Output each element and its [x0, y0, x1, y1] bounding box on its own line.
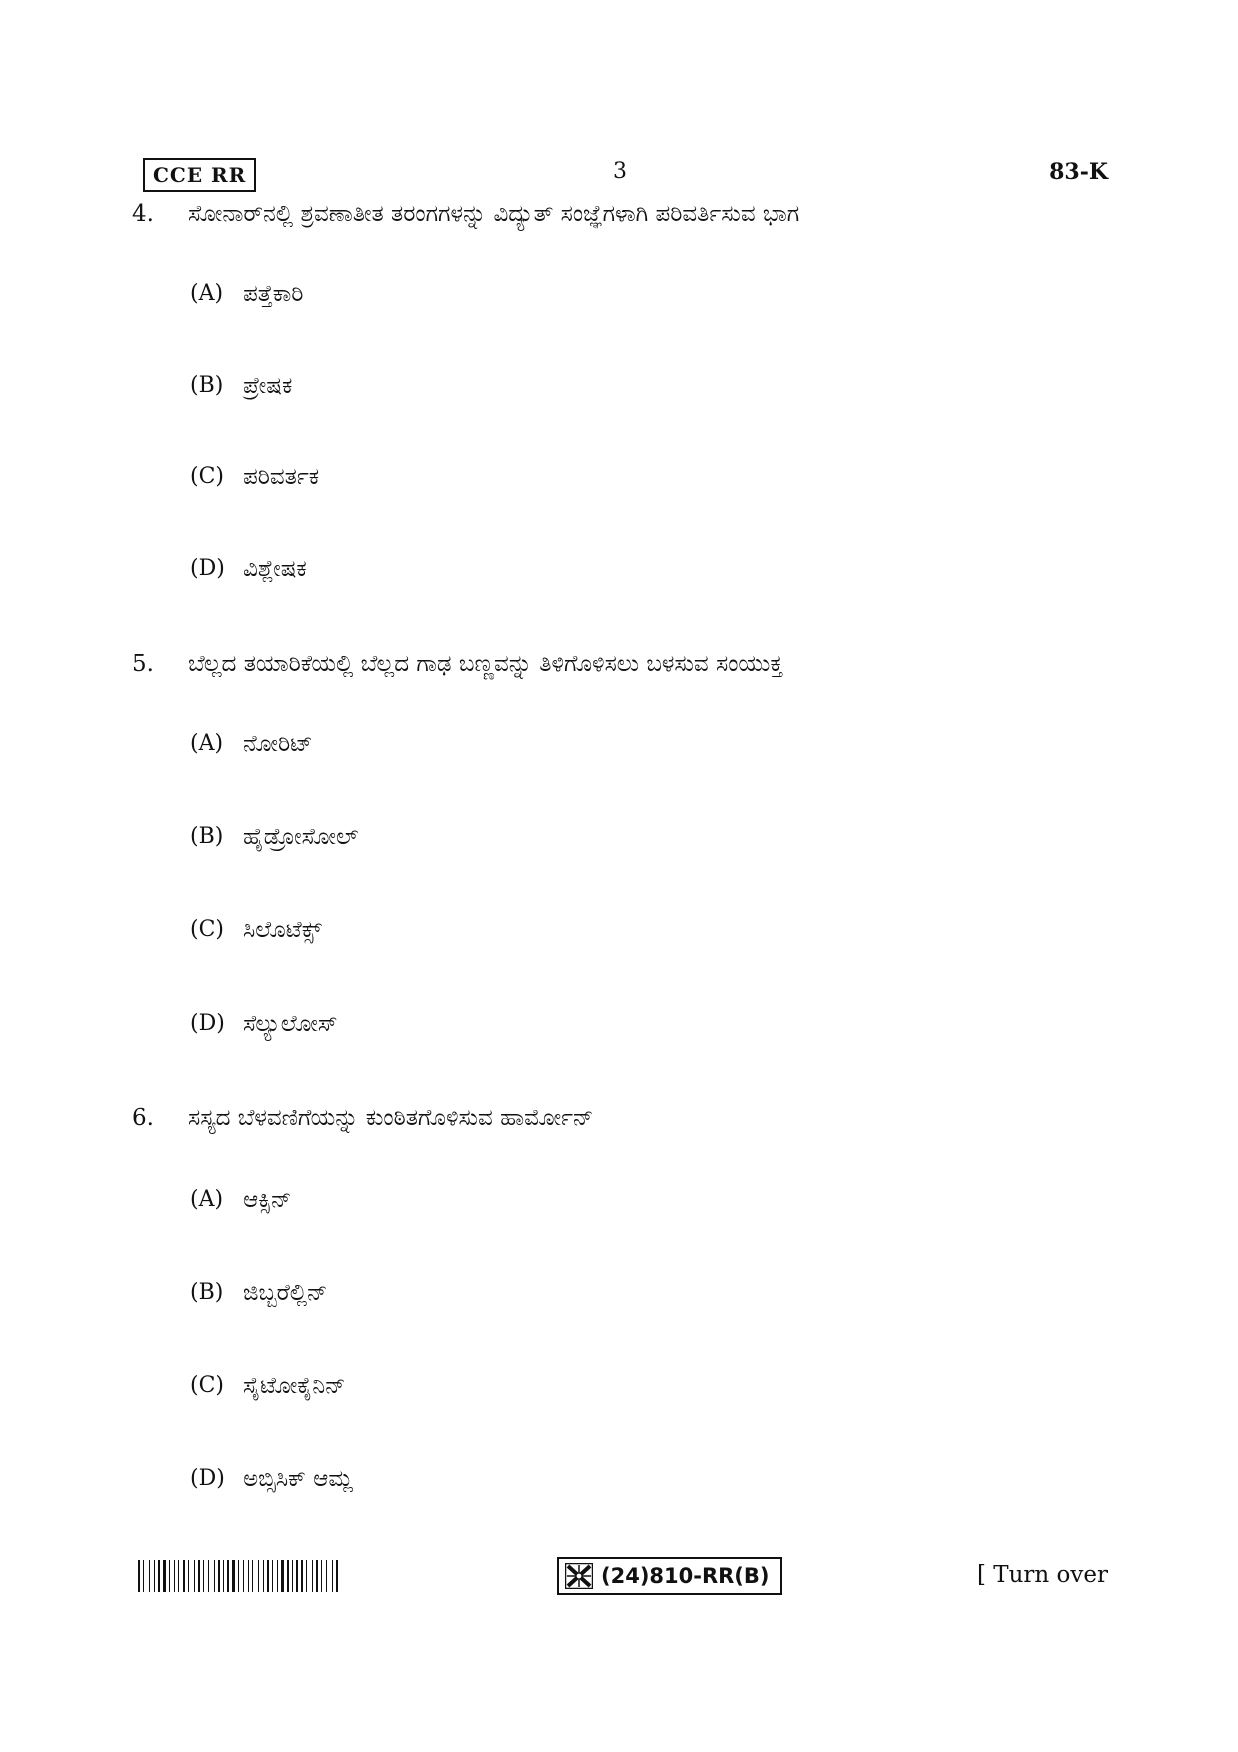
- barcode-stripe: [221, 1560, 222, 1592]
- barcode-stripe: [188, 1560, 189, 1592]
- barcode-stripe: [252, 1560, 253, 1592]
- barcode-stripe: [186, 1560, 187, 1592]
- barcode-stripe: [240, 1560, 242, 1592]
- barcode-stripe: [290, 1560, 291, 1592]
- barcode-stripe: [301, 1560, 303, 1592]
- barcode-stripe: [336, 1560, 338, 1592]
- barcode-stripe: [198, 1560, 200, 1592]
- barcode-stripe: [277, 1560, 278, 1592]
- barcode-stripe: [183, 1560, 185, 1592]
- barcode-stripe: [265, 1560, 266, 1592]
- turn-over-text: [ Turn over: [976, 1562, 1108, 1588]
- page-number: 3: [613, 159, 627, 184]
- barcode-stripe: [167, 1560, 168, 1592]
- question-number: 6.: [132, 1105, 154, 1131]
- barcode-stripe: [216, 1560, 217, 1592]
- barcode-stripe: [319, 1560, 320, 1592]
- barcode-stripe: [225, 1560, 226, 1592]
- barcode-stripe: [178, 1560, 179, 1592]
- barcode-stripe: [328, 1560, 331, 1592]
- barcode-stripe: [190, 1560, 193, 1592]
- barcode-stripe: [171, 1560, 173, 1592]
- barcode-stripe: [274, 1560, 276, 1592]
- barcode-stripe: [306, 1560, 307, 1592]
- barcode-stripe: [149, 1560, 150, 1592]
- barcode-stripe: [250, 1560, 251, 1592]
- barcode-stripe: [232, 1560, 235, 1592]
- option-text: ಸೆಲ್ಯುಲೋಸ್: [243, 1011, 338, 1037]
- barcode-stripe: [174, 1560, 175, 1592]
- subject-code: 83-K: [1049, 159, 1108, 185]
- paper-code: (24)810-RR(B): [601, 1564, 770, 1588]
- option-text: ಪ್ರೇಷಕ: [243, 373, 293, 399]
- barcode-stripe: [156, 1560, 157, 1592]
- header-tag: CCE RR: [143, 158, 256, 192]
- barcode-stripe: [323, 1560, 325, 1592]
- barcode-stripe: [334, 1560, 335, 1592]
- option-text: ಹೈಡ್ರೋಸೋಲ್: [243, 824, 359, 850]
- barcode-stripe: [254, 1560, 257, 1592]
- barcode-stripe: [214, 1560, 215, 1592]
- barcode-stripe: [292, 1560, 293, 1592]
- barcode-stripe: [176, 1560, 177, 1592]
- barcode-stripe: [260, 1560, 262, 1592]
- barcode-stripe: [158, 1560, 160, 1592]
- option-text: ಪರಿವರ್ತಕ: [243, 464, 320, 490]
- barcode-stripe: [138, 1560, 140, 1592]
- option-label: (D): [190, 1011, 225, 1036]
- barcode-stripe: [205, 1560, 207, 1592]
- barcode-stripe: [332, 1560, 333, 1592]
- barcode-stripe: [143, 1560, 144, 1592]
- option-label: (B): [190, 373, 224, 398]
- option-label: (A): [190, 731, 224, 756]
- barcode-stripe: [294, 1560, 295, 1592]
- option-text: ಆಕ್ಸಿನ್: [243, 1187, 292, 1213]
- question-number: 5.: [132, 651, 154, 677]
- barcode-stripe: [263, 1560, 264, 1592]
- barcode-stripe: [154, 1560, 155, 1592]
- barcode-stripe: [201, 1560, 202, 1592]
- option-label: (A): [190, 281, 224, 306]
- barcode-stripe: [196, 1560, 197, 1592]
- barcode-stripe: [270, 1560, 271, 1592]
- barcode-stripe: [245, 1560, 247, 1592]
- barcode-stripe: [141, 1560, 142, 1592]
- barcode-stripe: [287, 1560, 289, 1592]
- option-text: ಸಿಲೊಟೆಕ್ಸ್: [243, 917, 322, 943]
- barcode-stripe: [180, 1560, 182, 1592]
- barcode-stripe: [248, 1560, 249, 1592]
- option-text: ಸೈಟೋಕೈನಿನ್: [243, 1373, 346, 1399]
- question-number: 4.: [132, 201, 154, 227]
- option-text: ನೋರಿಟ್: [243, 731, 313, 757]
- option-label: (B): [190, 824, 224, 849]
- barcode-stripe: [208, 1560, 209, 1592]
- barcode-stripe: [243, 1560, 244, 1592]
- barcode-stripe: [312, 1560, 313, 1592]
- barcode-stripe: [326, 1560, 327, 1592]
- barcode-stripe: [223, 1560, 224, 1592]
- barcode-stripe: [194, 1560, 195, 1592]
- barcode-stripe: [227, 1560, 229, 1592]
- option-text: ಜಿಬ್ಬರೆಲ್ಲಿನ್: [243, 1280, 328, 1306]
- barcode-stripe: [339, 1560, 340, 1592]
- barcode-stripe: [272, 1560, 273, 1592]
- paper-code-box: [557, 1557, 782, 1595]
- barcode-stripe: [236, 1560, 237, 1592]
- option-label: (C): [190, 1373, 224, 1398]
- option-label: (C): [190, 464, 224, 489]
- barcode-stripe: [314, 1560, 315, 1592]
- option-label: (D): [190, 556, 225, 581]
- barcode-stripe: [210, 1560, 213, 1592]
- option-text: ಪತ್ತೆಕಾರಿ: [243, 281, 304, 307]
- barcode-stripe: [218, 1560, 220, 1592]
- barcode-stripe: [230, 1560, 231, 1592]
- barcode-stripe: [267, 1560, 269, 1592]
- star-emblem-icon: [565, 1563, 593, 1589]
- barcode-stripe: [163, 1560, 166, 1592]
- barcode-stripe: [151, 1560, 153, 1592]
- option-label: (C): [190, 917, 224, 942]
- option-text: ಅಬ್ಸಿಸಿಕ್ ಆಮ್ಲ: [243, 1466, 353, 1492]
- barcode-stripe: [296, 1560, 298, 1592]
- barcode-stripe: [258, 1560, 259, 1592]
- barcode-stripe: [304, 1560, 305, 1592]
- barcode-stripe: [279, 1560, 280, 1592]
- barcode-stripe: [203, 1560, 204, 1592]
- option-label: (B): [190, 1280, 224, 1305]
- question-text: ಸಸ್ಯದ ಬೆಳವಣಿಗೆಯನ್ನು ಕುಂಠಿತಗೊಳಿಸುವ ಹಾರ್ಮೋನ್: [188, 1105, 594, 1131]
- barcode-stripe: [145, 1560, 148, 1592]
- barcode-stripe: [281, 1560, 284, 1592]
- option-label: (A): [190, 1187, 224, 1212]
- barcode-stripe: [308, 1560, 311, 1592]
- option-label: (D): [190, 1466, 225, 1491]
- option-text: ವಿಶ್ಲೇಷಕ: [243, 556, 307, 582]
- barcode-icon: [138, 1560, 374, 1592]
- barcode-stripe: [316, 1560, 318, 1592]
- barcode-stripe: [238, 1560, 239, 1592]
- barcode-stripe: [169, 1560, 170, 1592]
- barcode-stripe: [321, 1560, 322, 1592]
- barcode-stripe: [285, 1560, 286, 1592]
- question-text: ಬೆಲ್ಲದ ತಯಾರಿಕೆಯಲ್ಲಿ ಬೆಲ್ಲದ ಗಾಢ ಬಣ್ಣವನ್ನು ತಿಳಿಗೊಳಿಸಲು ಬಳಸುವ ಸಂಯುಕ್ತ: [188, 651, 783, 677]
- barcode-stripe: [299, 1560, 300, 1592]
- question-text: ಸೋನಾರ್‌ನಲ್ಲಿ ಶ್ರವಣಾತೀತ ತರಂಗಗಳನ್ನು ವಿದ್ಯುತ್ ಸಂಜ್ಞೆಗಳಾಗಿ ಪರಿವರ್ತಿಸುವ ಭಾಗ: [188, 201, 800, 227]
- barcode-stripe: [161, 1560, 162, 1592]
